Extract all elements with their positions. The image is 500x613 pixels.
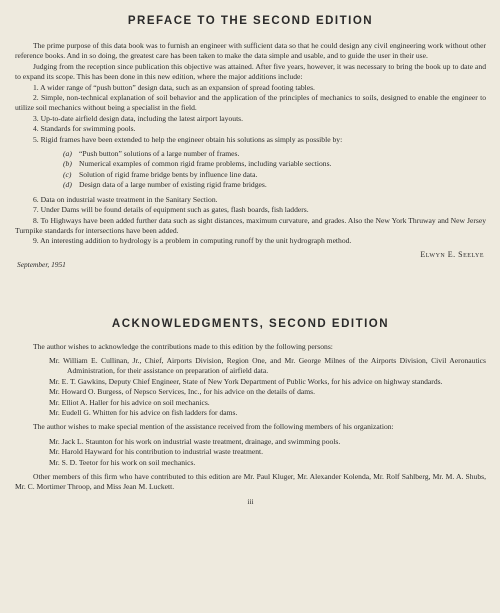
author-signature: Elwyn E. Seelye: [420, 249, 484, 259]
sub-list-item: [15, 149, 486, 159]
sub-list-item: [15, 170, 486, 180]
list-item: 7. Under Dams will be found details of equipment such as gates, flash boards, fish ladders.: [33, 205, 309, 215]
contributor-list: [15, 356, 486, 418]
contributor-item: Mr. William E. Cullinan, Jr., Chief, Airports Division, Region One, and Mr. George Milnes of the Airports Division, Civil Aeronautics Administration, for their assistance on preparation of airfield data.: [49, 355, 486, 376]
acknowledgments-title: ACKNOWLEDGMENTS, SECOND EDITION: [111, 317, 390, 330]
contributor-item: Mr. Eudell G. Whitten for his advice on fish ladders for dams.: [49, 407, 238, 417]
sub-list-label: (c): [63, 169, 72, 179]
sub-list-item: [15, 180, 486, 190]
preface-paragraph: The prime purpose of this data book was to furnish an engineer with sufficient data so that he could design any civil engineering work without other reference books. And in so doing, the greatest care has been taken to make the data simple and usable, and to guide the user in their use.: [15, 41, 486, 61]
sub-list-label: (b): [63, 159, 72, 169]
contributor-item: Mr. Elliot A. Haller for his advice on soil mechanics.: [49, 397, 210, 407]
sub-list-label: (d): [63, 180, 72, 190]
list-item: 2. Simple, non-technical explanation of soil behavior and the application of the principles of mechanics to soils, designed to enable the engineer to utilize soil mechanics without being a specialist in the field.: [15, 93, 486, 113]
contributor-item: Mr. Harold Hayward for his contribution to industrial waste treatment.: [49, 447, 264, 457]
list-item: 8. To Highways have been added further data such as sight distances, maximum curvature, and grades. Also the New York Thruway and New Jersey Turnpike standards for intersections have been added.: [15, 215, 486, 235]
acknowledgments-paragraph: The author wishes to acknowledge the contributions made to this edition by the following persons:: [33, 341, 333, 351]
sub-list-label: (a): [63, 149, 72, 159]
sub-list-text: Solution of rigid frame bridge bents by influence line data.: [79, 169, 258, 179]
preface-paragraph: Judging from the reception since publication this objective was attained. After five years, however, it was necessary to bring the book up to date and to expand its scope. This has been done in this new edition, where the major additions include:: [15, 61, 486, 82]
page-number: iii: [247, 496, 254, 506]
list-item: 9. An interesting addition to hydrology is a problem in computing runoff by the unit hydrograph method.: [33, 236, 352, 246]
contributor-item: Mr. Jack L. Staunton for his work on industrial waste treatment, drainage, and swimming pools.: [49, 436, 341, 446]
acknowledgments-body: [15, 342, 486, 508]
list-item: 3. Up-to-date airfield design data, including the latest airport layouts.: [33, 113, 244, 123]
list-item: 6. Data on industrial waste treatment in the Sanitary Section.: [33, 194, 218, 204]
sub-list-text: Design data of a large number of existing rigid frame bridges.: [79, 180, 267, 190]
contributor-item: Mr. S. D. Teetor for his work on soil mechanics.: [49, 457, 196, 467]
list-item: 1. A wider range of “push button” design data, such as an expansion of spread footing tables.: [33, 82, 315, 92]
sub-list-item: [15, 159, 486, 169]
contributor-item: Mr. Howard O. Burgess, of Nepsco Services, Inc., for his advice on the details of dams.: [49, 387, 316, 397]
preface-title: PREFACE TO THE SECOND EDITION: [127, 15, 374, 27]
contributor-item: Mr. E. T. Gawkins, Deputy Chief Engineer, State of New York Department of Public Works, for his advice on highway standards.: [49, 376, 443, 386]
list-item: 4. Standards for swimming pools.: [33, 124, 136, 134]
sub-list-text: “Push button” solutions of a large number of frames.: [79, 149, 240, 159]
preface-body: [15, 41, 486, 271]
acknowledgments-paragraph: The author wishes to make special mention of the assistance received from the following members of his organization:: [33, 422, 394, 432]
list-item: 5. Rigid frames have been extended to help the engineer obtain his solutions as simply as possible by:: [33, 134, 343, 144]
acknowledgments-paragraph: Other members of this firm who have contributed to this edition are Mr. Paul Kluger, Mr. Alexander Kolenda, Mr. Rolf Sahlberg, Mr. M. A. Shubs, Mr. C. Mortimer Throop, and Miss Jean M. Luckett.: [15, 472, 486, 492]
sub-list-text: Numerical examples of common rigid frame problems, including variable sections.: [79, 159, 332, 169]
preface-date: September, 1951: [17, 260, 66, 270]
contributor-list: [15, 437, 486, 468]
